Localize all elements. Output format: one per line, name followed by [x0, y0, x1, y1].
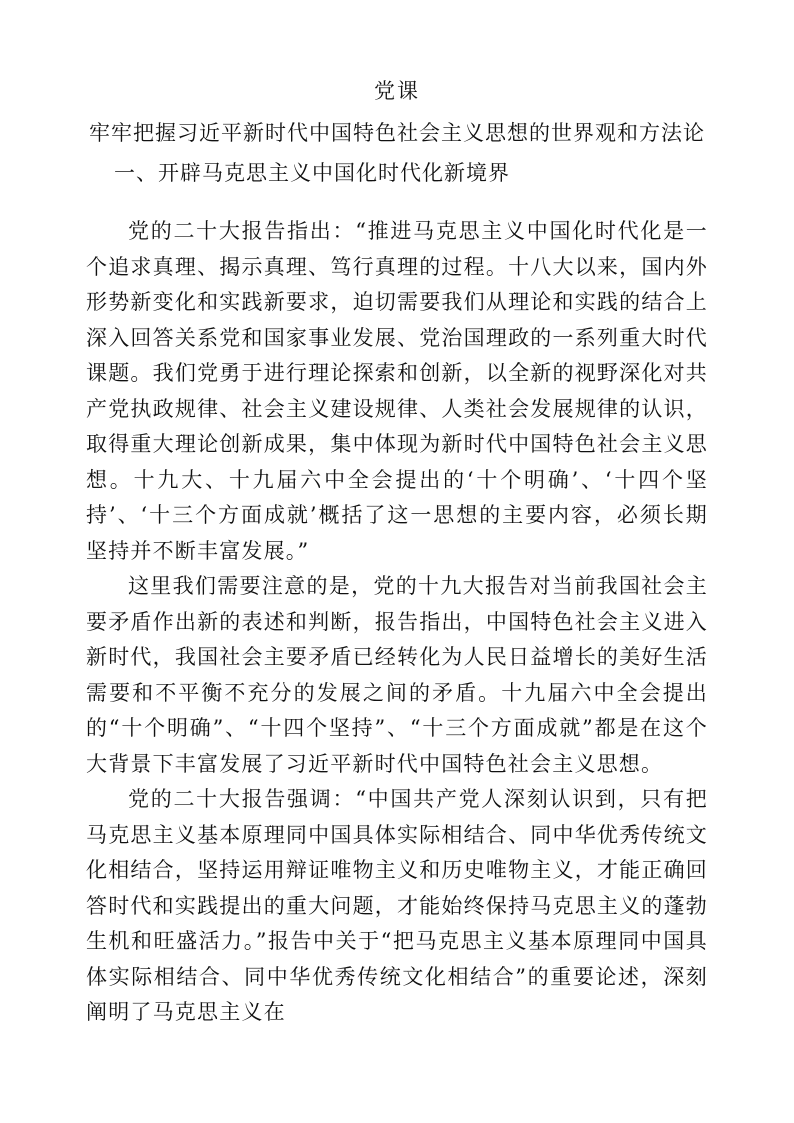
paragraph-2: 这里我们需要注意的是，党的十九大报告对当前我国社会主要矛盾作出新的表述和判断，报告指出，中国特色社会主义进入新时代，我国社会主要矛盾已经转化为人民日益增长的美好生活需要和不平衡不充分的发展之间的矛盾。十九届六中全会提出的“十个明确”、“十四个坚持”、“十三个方面成就”都是在这个大背景下丰富发展了习近平新时代中国特色社会主义思想。 — [86, 574, 708, 776]
section-heading: 一、开辟马克思主义中国化时代化新境界 — [114, 161, 510, 185]
document-label: 党课 — [374, 79, 420, 103]
document-title: 牢牢把握习近平新时代中国特色社会主义思想的世界观和方法论 — [89, 121, 705, 145]
paragraph-1: 党的二十大报告指出：“推进马克思主义中国化时代化是一个追求真理、揭示真理、笃行真理的过程。十八大以来，国内外形势新变化和实践新要求，迫切需要我们从理论和实践的结合上深入回答关系党和国家事业发展、党治国理政的一系列重大时代课题。我们党勇于进行理论探索和创新，以全新的视野深化对共产党执政规律、社会主义建设规律、人类社会发展规律的认识，取得重大理论创新成果，集中体现为新时代中国特色社会主义思想。十九大、十九届六中全会提出的‘十个明确’、‘十四个坚持’、‘十三个方面成就’概括了这一思想的主要内容，必须长期坚持并不断丰富发展。” — [86, 219, 708, 563]
paragraph-3: 党的二十大报告强调：“中国共产党人深刻认识到，只有把马克思主义基本原理同中国具体实际相结合、同中华优秀传统文化相结合，坚持运用辩证唯物主义和历史唯物主义，才能正确回答时代和实践提出的重大问题，才能始终保持马克思主义的蓬勃生机和旺盛活力。”报告中关于“把马克思主义基本原理同中国具体实际相结合、同中华优秀传统文化相结合”的重要论述，深刻阐明了马克思主义在 — [86, 787, 708, 1024]
